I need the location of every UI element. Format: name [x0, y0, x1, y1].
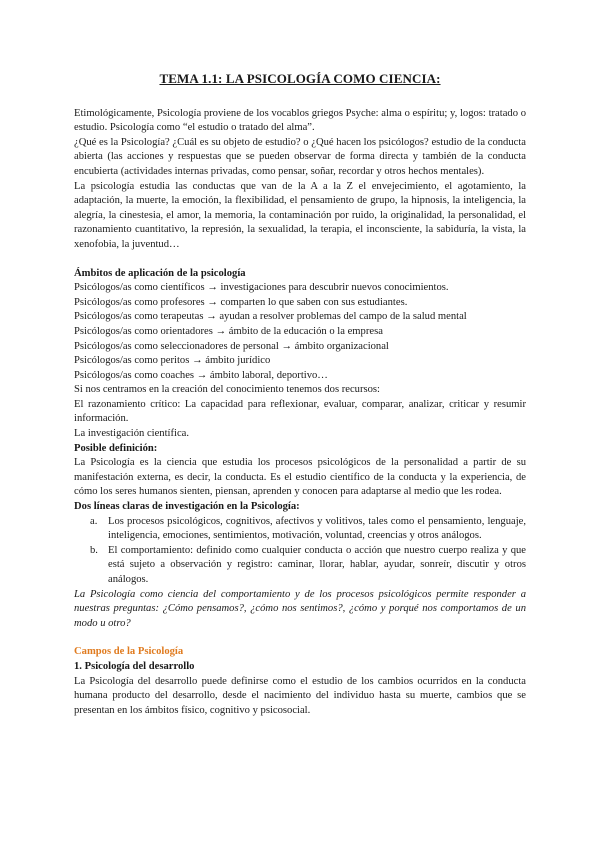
intro-conducts-paragraph: La psicología estudia las conductas que van de la A a la Z el envejecimiento, el agotamiento, la adaptación, la muerte, la emoción, la flexibilidad, el pensamiento de grupo, la hipnosis, la inteligencia, la alegría, la cinestesia, el amor, la memoria, la contaminación por ruido, la originalidad, la personalidad, el razonamiento cuantitativo, la represión, la sexualidad, la terapia, el inconsciente, la sabiduría, la vista, la xenofobia, la juventud… — [74, 180, 526, 250]
list-marker: a. — [90, 515, 98, 527]
definicion-heading: Posible definición: — [74, 442, 158, 454]
ambitos-heading: Ámbitos de aplicación de la psicología — [74, 267, 246, 279]
ambito-item-peritos: Psicólogos/as como peritos → ámbito jurídico — [74, 355, 271, 367]
recursos-intro: Si nos centramos en la creación del conocimiento tenemos dos recursos: — [74, 384, 380, 396]
list-marker: b. — [90, 544, 98, 556]
campos-desarrollo-text: La Psicología del desarrollo puede definirse como el estudio de los cambios ocurridos en la conducta humana producto del desarrollo, desde el nacimiento del individuo hasta su muerte, cambios que se presentan en los ámbitos físico, cognitivo y psicosocial. — [74, 675, 526, 716]
recurso-razonamiento-critico: El razonamiento crítico: La capacidad para reflexionar, evaluar, comparar, analizar, criticar y resumir información. — [74, 398, 526, 425]
list-item — [74, 544, 526, 588]
ambito-item-orientadores: Psicólogos/as como orientadores → ámbito de la educación o la empresa — [74, 325, 383, 337]
list-item-text: El comportamiento: definido como cualquier conducta o acción que nuestro cuerpo realiza y que está sujeto a observación y registro: caminar, llorar, hablar, ayudar, sonreír, discutir y otros análogos. — [108, 544, 526, 585]
intro-etymology-paragraph: Etimológicamente, Psicología proviene de los vocablos griegos Psyche: alma o espíritu; y, logos: tratado o estudio. Psicología como “el estudio o tratado del alma”. — [74, 107, 526, 134]
ambito-item-profesores: Psicólogos/as como profesores → comparten lo que saben con sus estudiantes. — [74, 296, 408, 308]
list-item — [74, 515, 526, 544]
section-spacer — [74, 253, 526, 267]
ambito-item-seleccionadores: Psicólogos/as como seleccionadores de personal → ámbito organizacional — [74, 340, 389, 352]
lineas-conclusion: La Psicología como ciencia del comportamiento y de los procesos psicológicos permite responder a nuestras preguntas: ¿Cómo pensamos?, ¿cómo nos sentimos?, ¿cómo y porqué nos comportamos de un modo u otro? — [74, 588, 526, 629]
ambito-item-cientificos: Psicólogos/as como científicos → investigaciones para descubrir nuevos conocimientos. — [74, 282, 449, 294]
ambito-item-coaches: Psicólogos/as como coaches → ámbito laboral, deportivo… — [74, 369, 328, 381]
ambito-item-terapeutas: Psicólogos/as como terapeutas → ayudan a resolver problemas del campo de la salud mental — [74, 311, 467, 323]
definicion-text: La Psicología es la ciencia que estudia los procesos psicológicos de la personalidad a partir de su manifestación externa, es decir, la conducta. Es el estudio científico de la conducta y la experiencia, de cómo los seres humanos sienten, piensan, aprenden y conocen para adaptarse al medio que les rodea. — [74, 457, 526, 498]
campos-heading: Campos de la Psicología — [74, 646, 184, 658]
page-title: TEMA 1.1: LA PSICOLOGÍA COMO CIENCIA: — [159, 71, 441, 86]
intro-questions-paragraph: ¿Qué es la Psicología? ¿Cuál es su objeto de estudio? o ¿Qué hacen los psicólogos? estudio de la conducta abierta (las acciones y respuestas que se pueden observar de forma directa y también de la conducta encubierta (actividades internas privadas, como pensar, soñar, recordar y otros hechos mentales). — [74, 136, 526, 177]
lineas-heading: Dos líneas claras de investigación en la Psicología: — [74, 501, 300, 513]
recurso-investigacion-cientifica: La investigación científica. — [74, 428, 190, 440]
list-item-text: Los procesos psicológicos, cognitivos, afectivos y volitivos, tales como el pensamiento, lenguaje, inteligencia, emociones, sentimientos, motivación, voluntad, creencias y otros análogos. — [108, 515, 526, 542]
campos-subheading-desarrollo: 1. Psicología del desarrollo — [74, 660, 195, 672]
lineas-list — [74, 515, 526, 588]
